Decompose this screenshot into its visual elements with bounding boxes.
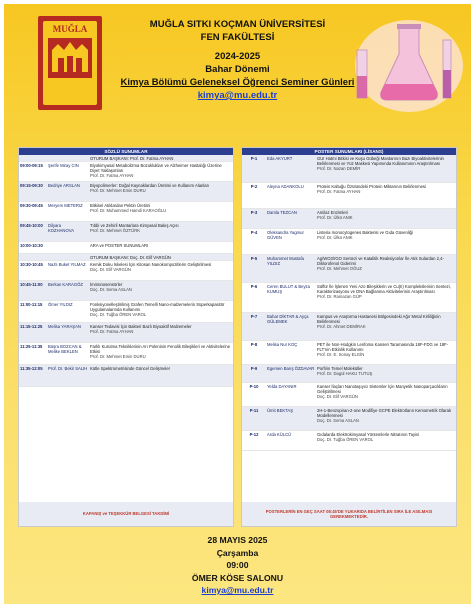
presenter-name	[47, 254, 89, 260]
table-row	[242, 209, 456, 229]
poster-code: P-2	[250, 184, 258, 189]
advisor-name: Prof. Dr. Fatma AYHAN	[317, 189, 361, 195]
poster-rows	[242, 155, 456, 451]
session-time: 09:00-09:15	[20, 163, 43, 168]
advisor-name: Prof. Dr. Muhammed Hamdi KARAOĞLU	[90, 208, 167, 214]
advisor-name: Prof. Dr. Dagül HAKU TUTUŞ	[317, 371, 373, 377]
table-row	[242, 431, 456, 451]
presentation-topic-cell	[89, 323, 233, 342]
event-day: Çarşamba	[216, 547, 259, 558]
poster-note: POSTERLERİN EN GEÇ SAAT 08:45'DE YUKARIDA BELİRTİLEN SIRA İLE ASILMASI GEREKMEKTEDİR.	[242, 502, 456, 526]
poster-presentations-table	[241, 147, 457, 527]
poster-topic-cell	[316, 341, 456, 364]
poster-code: P-4	[250, 230, 258, 235]
poster-code: P-9	[250, 366, 258, 371]
poster-topic-cell	[316, 313, 456, 340]
event-title: Kimya Bölümü Geleneksel Öğrenci Seminer Günleri	[120, 77, 355, 88]
poster-code: P-10	[249, 384, 259, 389]
session-time: 09:15-09:30	[20, 183, 43, 188]
presentation-topic-cell	[89, 281, 233, 300]
table-row	[242, 155, 456, 183]
advisor-name: Prof. Dr. Fatma AYHAN	[90, 329, 134, 335]
event-date: 28 MAYIS 2025	[207, 535, 268, 545]
table-row	[242, 407, 456, 431]
poster-title: POSTER SUNUMLARI (LİSANS)	[242, 148, 456, 155]
advisor-name: Doç. Dr. Elif VARGÜN	[317, 394, 358, 400]
presenter-name: Bahar DİKTAR & Ayça GÜLEMEK	[267, 314, 309, 325]
table-row	[242, 229, 456, 255]
table-row	[19, 222, 233, 242]
poster-topic-cell	[316, 255, 456, 282]
presenter-name: Ceren BULUT & Beyza KUMUŞ	[267, 284, 310, 295]
presenter-name	[47, 242, 89, 253]
poster-topic-cell	[316, 155, 456, 182]
poster-topic: Protein Kaltuğu Özütündeki Protein Miktarının Belirlenmesi	[317, 184, 426, 189]
poster-topic: Listeria monocytogenes Bakterisi ve Gıda Güvenliği	[317, 230, 413, 235]
poster-topic: Gıdalarda Elektrokimyasal Yöntemlerle Nitratının Tayini	[317, 432, 420, 437]
session-time: 11:35-12:05	[20, 366, 43, 371]
table-row	[242, 313, 456, 341]
term: Bahar Dönemi	[205, 64, 270, 75]
presenter-name: Bedriye ARSLAN	[48, 183, 80, 188]
presentation-topic-cell	[89, 365, 233, 386]
table-row	[19, 202, 233, 222]
presenter-name: Melisa YARAŞAN	[48, 324, 81, 329]
presentation-topic: OTURUM BAŞKANI: Doç. Dr. Elif VARGÜN	[90, 255, 171, 260]
presentation-topic-cell	[89, 182, 233, 201]
presenter-name: Egemen Barış ÖZDAVAR	[267, 366, 315, 371]
advisor-name: Prof. Dr. Ülkü ANIK	[317, 235, 353, 241]
event-time: 09:00	[226, 560, 249, 570]
poster-topic: Kampus ve Araştırma Hastanesi Bölgesindeki Ağır Metal Kirliliğinin Belirlenmesi	[317, 314, 441, 325]
presentation-topic: Fonksiyonelleştirilmiş Grafen Temelli Nano-malzemelerin Süperkapasitör Uygulamalarında Kullanımı	[90, 302, 225, 313]
presentation-topic: Kanser Tedavisi İçin Bakteri Bazlı Biyoaktif Malzemeler	[90, 324, 192, 329]
session-time	[19, 155, 47, 161]
session-time: 11:00-11:15	[20, 302, 43, 307]
oral-title: SÖZLÜ SUNUMLAR	[19, 148, 233, 155]
presenter-name: Meryem METERIZ	[48, 203, 83, 208]
presentation-topic-cell	[89, 261, 233, 280]
presenter-name: Berkan KARAGÖZ	[48, 282, 83, 287]
presentation-topic: İmmünosensörler	[90, 282, 123, 287]
presenter-name: Damla TEZCAN	[267, 210, 297, 215]
event-venue: ÖMER KÖSE SALONU	[191, 572, 284, 583]
advisor-name: Doç. Dr. Tuğba ÖREN VAROL	[317, 437, 374, 443]
table-row	[19, 162, 233, 182]
table-row	[242, 283, 456, 313]
table-row	[19, 343, 233, 365]
presentation-topic-cell	[89, 254, 233, 260]
poster-code: P-11	[249, 408, 259, 413]
closing-note: KAPANIŞ ve TEŞEKKÜR BELGESİ TAKDİMİ	[19, 502, 233, 526]
table-row	[19, 365, 233, 387]
presenter-name: Yelda DAYANIR	[267, 384, 297, 389]
presenter-name: Eda AKYURT	[267, 156, 293, 161]
presenter-name: Ömer YILDIZ	[48, 302, 73, 307]
poster-code: P-1	[250, 156, 258, 161]
presentation-topic: Tıbbi ve Zehirli Mantarlara Kimyasal Bakış Açısı	[90, 223, 179, 228]
poster-topic-cell	[316, 383, 456, 406]
presentation-topic: ARA ve POSTER SUNUMLARI	[90, 243, 149, 248]
presentation-topic: Kemik Doku İskelesi İçin Kitosan Nanokompozitlerin Geliştirilmesi	[90, 262, 212, 267]
session-time: 09:30-09:45	[20, 203, 43, 208]
advisor-name: Prof. Dr. Ülkü ANIK	[317, 215, 353, 221]
session-time: 11:15-11:25	[20, 324, 43, 329]
session-time: 11:25-11:35	[20, 344, 43, 349]
presenter-name: Aleyna ADANKOLU	[267, 184, 304, 189]
poster-topic-cell	[316, 283, 456, 312]
poster-code: P-6	[250, 284, 258, 289]
presenter-name	[47, 155, 89, 161]
presentation-topic-cell	[89, 162, 233, 181]
poster-footer	[4, 534, 471, 597]
poster-topic: Porfirin Temel Moleküller	[317, 366, 363, 371]
advisor-name: Prof. Dr. Ramazan GÜP	[317, 294, 362, 300]
academic-year: 2024-2025	[214, 51, 261, 62]
logo-wordmark: MUĞLA	[52, 24, 88, 34]
advisor-name: Prof. Dr. Nazan DEMİR	[317, 166, 361, 172]
advisor-name: Prof. Dr. Fatma AYHAN	[90, 173, 134, 179]
poster-code: P-5	[250, 256, 258, 261]
presentation-topic: Farklı Kurutma Tekniklerinin Arı Poleninin Fenolik Bileşikleri ve Aktivitelerine Etkisi	[90, 344, 231, 355]
advisor-name: Prof. Dr. Mehmet OĞUZ	[317, 266, 362, 272]
advisor-name: Doç. Dr. Sema ASLAN	[90, 287, 132, 293]
session-time: 10:45-11:00	[20, 282, 43, 287]
table-row	[19, 254, 233, 261]
poster-topic: Sülfür İle İşlenen Yeni Azo Bileşiklerin ve Cu(II) Komplekslerinin Sentezi, Karakterizasyonu ve DNA Bağlanma Aktivitelerinin Araştırılması	[317, 284, 451, 295]
presentation-topic: OTURUM BAŞKANI: Prof. Dr. Fatma AYHAN	[90, 156, 174, 161]
table-row	[242, 255, 456, 283]
poster-code: P-12	[249, 432, 259, 437]
poster-code: P-7	[250, 314, 258, 319]
poster-topic-cell	[316, 229, 456, 254]
session-time	[19, 254, 47, 260]
table-row	[19, 281, 233, 301]
table-row	[242, 341, 456, 365]
advisor-name: Prof. Dr. Mehmet Emin DURU	[90, 188, 146, 194]
presenter-name: Prof. Dr. Bekir SALIH	[48, 366, 88, 371]
presentation-topic-cell	[89, 301, 233, 322]
table-row	[19, 242, 233, 254]
advisor-name: Prof. Dr. E. Sonay ELGİN	[317, 352, 365, 358]
oral-rows	[19, 155, 233, 387]
presentation-topic-cell	[89, 155, 233, 161]
poster-topic: PET ile Non-Hodgkin Lenfoma Kanseri Taramasında 18F-FDG ve 18F-FLT'nin Etkinlik Kullanımı	[317, 342, 449, 353]
presenter-name: Büşra BOZCAN & Melike BEKLEN	[48, 344, 82, 355]
presentation-topic-cell	[89, 202, 233, 221]
presentation-topic-cell	[89, 242, 233, 253]
table-row	[19, 261, 233, 281]
poster-topic: GUI Hatmi Bitkisi ve Kuşu Gübeği Mantarının Bazı Biyoaktivitelerinin Belirlenmesi ve Yüz Maskesi Yapımında Kullanımının Araştırılması	[317, 156, 444, 167]
session-time: 09:45-10:00	[20, 223, 43, 228]
table-row	[19, 323, 233, 343]
header-email-link[interactable]: kimya@mu.edu.tr	[197, 90, 278, 101]
poster-topic: 2H-1-Benzopiran-2-one Modifiye GCPE Elektrotların Kemometrik Olarak Modellenmesi	[317, 408, 452, 419]
presentation-topic: Biyopolimerler: Doğal Kaynaklardan Üretimi ve Kullanım Alanları	[90, 183, 210, 188]
seminar-poster	[4, 4, 471, 604]
poster-topic-cell	[316, 431, 456, 450]
presenter-name: Melisa Nur KOÇ	[267, 342, 298, 347]
advisor-name: Prof. Dr. Ahmet DEMİRAK	[317, 324, 366, 330]
poster-topic-cell	[316, 183, 456, 208]
presenter-name: Ümit BEKTAŞ	[267, 408, 293, 413]
table-row	[19, 155, 233, 162]
poster-topic: Ag/WO3/rGO Sentezi ve Katalitik Reaksiyonlar İle Atık Sulardan 2,4-Diklorofenol Giderimi	[317, 256, 444, 267]
advisor-name: Prof. Dr. Mehmet Emin DURU	[90, 354, 146, 360]
session-time: 10:00-10:30	[20, 243, 43, 248]
table-row	[242, 365, 456, 383]
poster-topic-cell	[316, 365, 456, 382]
presentation-topic: Biyokimyasal Metabolizma Bozuklukları ve Alzheimer Hastalığı Üzerine Diyet Yaklaşımları	[90, 163, 222, 174]
table-row	[242, 183, 456, 209]
presenter-name: Muhammet Mustafa YILDIZ	[267, 256, 305, 267]
advisor-name: Prof. Dr. Mehmet ÖZTÜRK	[90, 228, 141, 234]
poster-header	[4, 18, 471, 102]
poster-topic-cell	[316, 407, 456, 430]
advisor-name: Doç. Dr. Tuğba ÖREN VAROL	[90, 312, 147, 318]
presentation-topic: Bitkisel Atıklardan Pektin Üretimi	[90, 203, 151, 208]
presentation-topic-cell	[89, 343, 233, 364]
poster-code: P-3	[250, 210, 258, 215]
presentation-topic-cell	[89, 222, 233, 241]
presenter-name: Şerife Miray CIN	[48, 163, 79, 168]
table-row	[19, 182, 233, 202]
poster-topic: Amilaz Enzimleri	[317, 210, 348, 215]
presenter-name: Dilyara KOZHANOVA	[48, 223, 74, 234]
presentation-topic: Kütle Spektrometrisinde Güncel Gelişmeler	[90, 366, 171, 371]
table-row	[19, 301, 233, 323]
poster-topic-cell	[316, 209, 456, 228]
presenter-name: Oleksandra Yagmur GÜVEN	[267, 230, 304, 241]
advisor-name: Doç. Dr. Elif VARGÜN	[90, 267, 131, 273]
poster-topic: Kanser İlaçları Nanotaşıyıcı Sistemler İçin Manyetik Nanoparçacıkların Geliştirilmesi	[317, 384, 448, 395]
oral-presentations-table	[18, 147, 234, 527]
footer-email-link[interactable]: kimya@mu.edu.tr	[201, 585, 274, 595]
session-time: 10:30-10:45	[20, 262, 43, 267]
table-row	[242, 383, 456, 407]
presenter-name: Arda KÜLCÜ	[267, 432, 292, 437]
university-name: MUĞLA SITKI KOÇMAN ÜNİVERSİTESİ	[149, 19, 326, 30]
presenter-name: Nazlı Buket YILMAZ	[48, 262, 86, 267]
poster-code: P-8	[250, 342, 258, 347]
advisor-name: Doç. Dr. Sema ASLAN	[317, 418, 359, 424]
faculty-name: FEN FAKÜLTESİ	[200, 32, 275, 43]
